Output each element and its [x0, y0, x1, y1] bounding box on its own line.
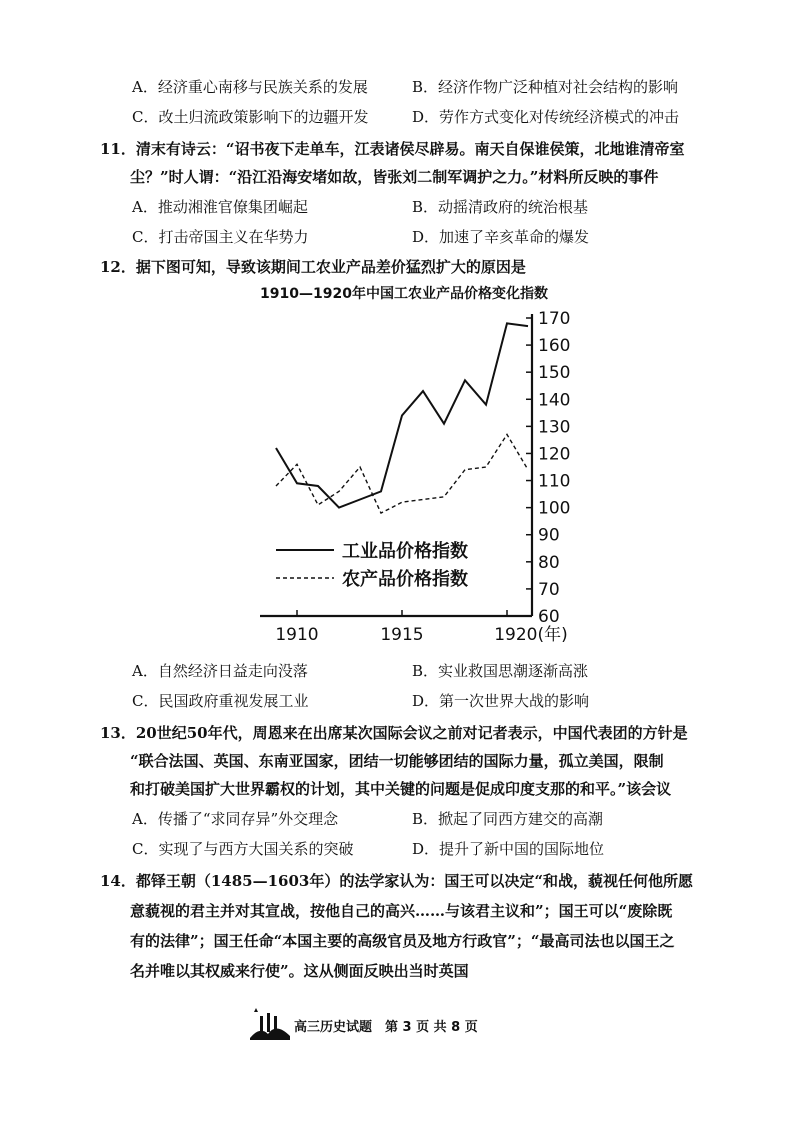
price-index-chart	[240, 280, 580, 660]
legend-label: 工业品价格指数	[342, 541, 468, 562]
q13-stem-line2: “联合法国、英国、东南亚国家，团结一切能够团结的国际力量，孤立美国，限制	[130, 752, 664, 770]
x-tick-label: 1910	[275, 625, 319, 645]
q13-option-d: D．提升了新中国的国际地位	[412, 840, 605, 858]
q14-stem-line1: 14．都铎王朝（1485—1603年）的法学家认为：国王可以决定“和战，藐视任何他所愿	[100, 872, 694, 890]
q14-stem-line4: 名并唯以其权威来行使”。这从侧面反映出当时英国	[130, 962, 469, 980]
q13-option-c: C．实现了与西方大国关系的突破	[132, 840, 354, 858]
q13-stem-line3: 和打破美国扩大世界霸权的计划，其中关键的问题是促成印度支那的和平。”该会议	[130, 780, 672, 798]
x-tick-label: 1915	[380, 625, 424, 645]
q11-option-b: B．动摇清政府的统治根基	[412, 198, 589, 216]
y-tick-label: 130	[538, 417, 571, 438]
q14-stem-line3: 有的法律”；国王任命“本国主要的高级官员及地方行政官”；“最高司法也以国王之	[130, 932, 675, 950]
q11-option-a: A．推动湘淮官僚集团崛起	[132, 198, 308, 216]
q10-option-d: D．劳作方式变化对传统经济模式的冲击	[412, 108, 680, 126]
y-tick-label: 170	[538, 309, 571, 329]
y-tick-label: 110	[538, 471, 571, 492]
industrial-price-line	[276, 323, 528, 507]
x-tick-label: 1920(年)	[494, 625, 568, 645]
q11-option-c: C．打击帝国主义在华势力	[132, 228, 309, 246]
q11-stem-line2: 尘？”时人谓：“沿江沿海安堵如故，皆张刘二制军调护之力。”材料所反映的事件	[130, 168, 659, 186]
y-tick-label: 60	[538, 607, 560, 627]
legend-label: 农产品价格指数	[342, 569, 468, 590]
q12-option-b: B．实业救国思潮逐渐高涨	[412, 662, 589, 680]
q10-option-a: A．经济重心南移与民族关系的发展	[132, 78, 368, 96]
q14-stem-line2: 意藐视的君主并对其宣战，按他自己的高兴……与该君主议和”；国王可以“废除既	[130, 902, 673, 920]
school-logo-icon	[248, 1008, 292, 1042]
q13-option-b: B．掀起了同西方建交的高潮	[412, 810, 604, 828]
q12-option-d: D．第一次世界大战的影响	[412, 692, 590, 710]
y-tick-label: 70	[538, 579, 560, 600]
q11-stem-line1: 11．清末有诗云：“诏书夜下走单车，江表诸侯尽辟易。南天自保谁侯策，北地谁清帝室	[100, 140, 685, 158]
agricultural-price-line	[276, 435, 528, 514]
y-tick-label: 120	[538, 444, 571, 465]
q13-stem-line1: 13．20世纪50年代，周恩来在出席某次国际会议之前对记者表示，中国代表团的方针是	[100, 724, 688, 742]
q13-option-a: A．传播了“求同存异”外交理念	[132, 810, 339, 828]
q12-option-c: C．民国政府重视发展工业	[132, 692, 309, 710]
y-tick-label: 160	[538, 336, 571, 357]
y-tick-label: 150	[538, 363, 571, 384]
q10-option-b: B．经济作物广泛种植对社会结构的影响	[412, 78, 679, 96]
page-footer	[248, 1008, 568, 1044]
q12-stem: 12．据下图可知，导致该期间工农业产品差价猛烈扩大的原因是	[100, 258, 526, 276]
q10-option-c: C．改土归流政策影响下的边疆开发	[132, 108, 369, 126]
chart-title: 1910—1920年中国工农业产品价格变化指数	[260, 286, 548, 302]
y-tick-label: 80	[538, 552, 560, 573]
q12-option-a: A．自然经济日益走向没落	[132, 662, 308, 680]
footer-page-info: 高三历史试题 第 3 页 共 8 页	[294, 1020, 478, 1035]
q11-option-d: D．加速了辛亥革命的爆发	[412, 228, 590, 246]
y-tick-label: 100	[538, 498, 571, 519]
y-tick-label: 140	[538, 390, 571, 411]
y-tick-label: 90	[538, 525, 560, 546]
